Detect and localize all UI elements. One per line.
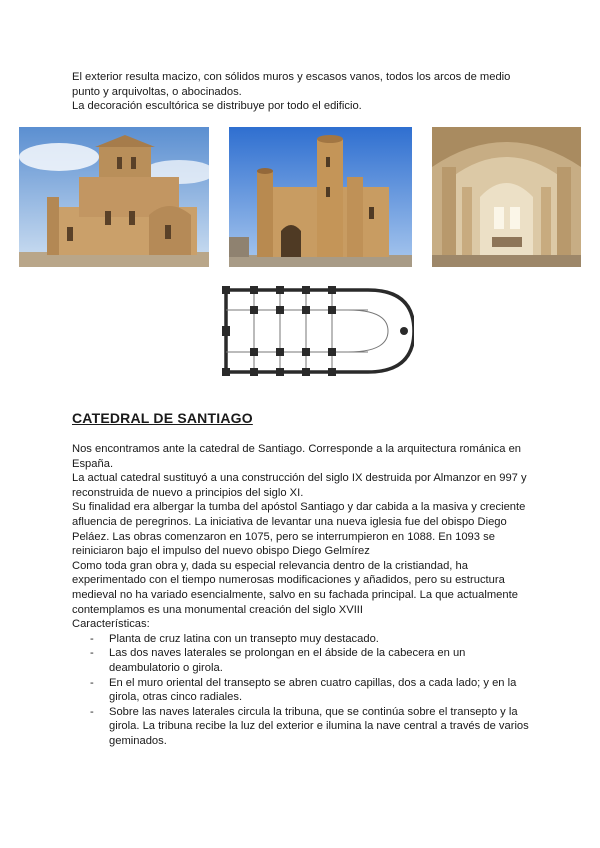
church-towers-photo bbox=[229, 127, 412, 267]
intro-text bbox=[72, 70, 532, 114]
list-dash: - bbox=[90, 647, 94, 660]
list-item bbox=[72, 676, 532, 705]
paragraph: Nos encontramos ante la catedral de Santiago. Corresponde a la arquitectura románica en España. bbox=[72, 443, 522, 470]
section-heading: CATEDRAL DE SANTIAGO bbox=[72, 410, 253, 426]
section-body bbox=[72, 442, 532, 748]
intro-line-1: El exterior resulta macizo, con sólidos muros y escasos vanos, todos los arcos de medio punto y arquivoltas, o abocinados. bbox=[72, 71, 511, 98]
list-item-text: Sobre las naves laterales circula la tribuna, que se continúa sobre el transepto y la girola. La tribuna recibe la luz del exterior e ilumina la nave central a través de varios geminados. bbox=[109, 705, 529, 747]
list-item bbox=[72, 646, 532, 675]
list-dash: - bbox=[90, 705, 94, 718]
intro-line-2: La decoración escultórica se distribuye por todo el edificio. bbox=[72, 100, 362, 112]
list-dash: - bbox=[90, 632, 94, 645]
paragraph: Como toda gran obra y, dada su especial relevancia dentro de la cristiandad, ha experimentado con el tiempo numerosas modificaciones y añadidos, pero su estructura medieval no ha variado esencialmente, salvo en su fachada principal. La que actualmente contemplamos es una monumental creación del siglo XVIII bbox=[72, 559, 518, 616]
church-floor-plan bbox=[218, 282, 414, 380]
list-dash: - bbox=[90, 676, 94, 689]
church-exterior-photo bbox=[19, 127, 209, 267]
characteristics-list bbox=[72, 632, 532, 749]
list-item-text: En el muro oriental del transepto se abren cuatro capillas, dos a cada lado; y en la girola, otras cinco radiales. bbox=[109, 676, 517, 704]
paragraph: Su finalidad era albergar la tumba del apóstol Santiago y dar cabida a la masiva y creciente afluencia de peregrinos. La iniciativa de levantar una nueva iglesia fue del obispo Diego Peláez. Las obras comenzaron en 1075, pero se interrumpieron en 1088. En 1093 se reiniciaron bajo el impulso del nuevo obispo Diego Gelmírez bbox=[72, 501, 526, 558]
paragraph: La actual catedral sustituyó a una construcción del siglo IX destruida por Almanzor en 997 y reconstruida de nuevo a principios del siglo XI. bbox=[72, 472, 527, 499]
list-item-text: Planta de cruz latina con un transepto muy destacado. bbox=[109, 632, 379, 645]
list-item bbox=[72, 705, 532, 749]
list-item-text: Las dos naves laterales se prolongan en el ábside de la cabecera en un deambulatorio o girola. bbox=[109, 647, 466, 674]
characteristics-label: Características: bbox=[72, 618, 150, 631]
list-item bbox=[72, 632, 532, 647]
church-interior-photo bbox=[432, 127, 581, 267]
